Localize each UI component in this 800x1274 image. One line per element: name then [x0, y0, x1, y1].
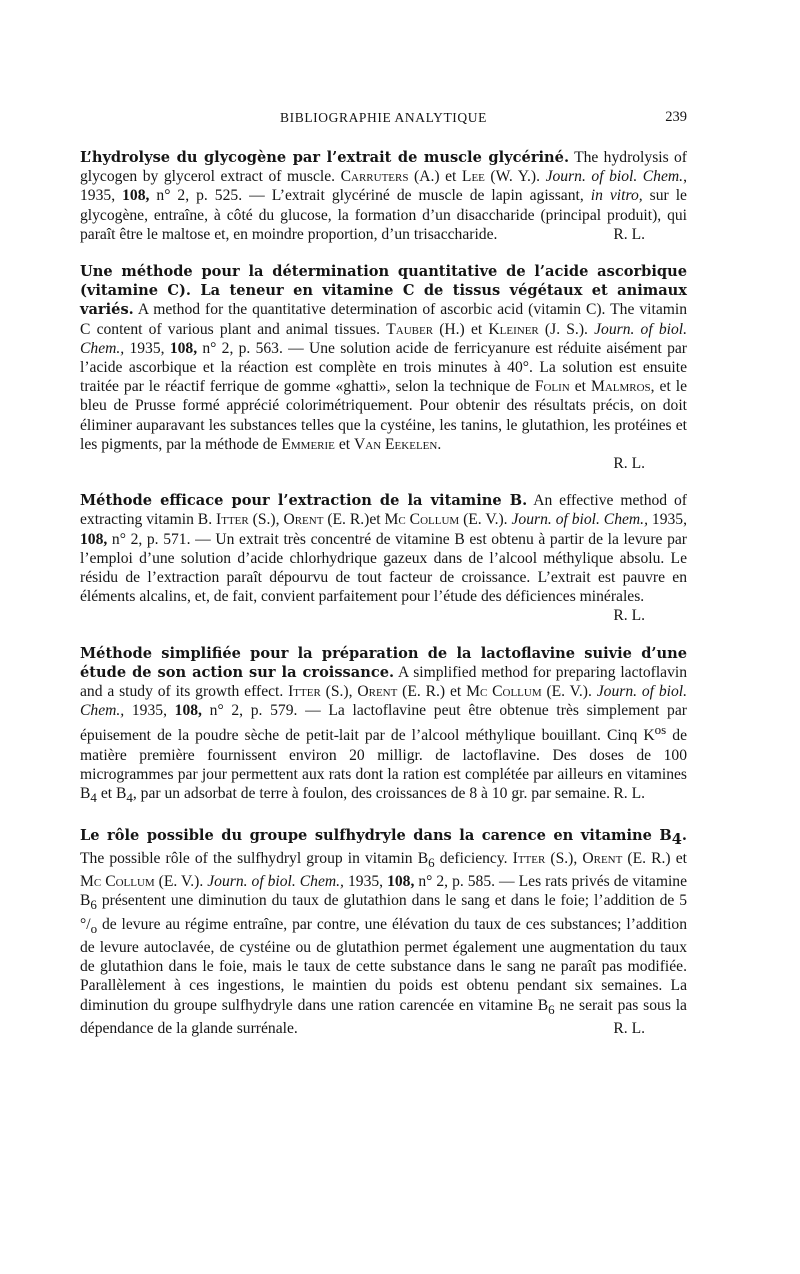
author: Orent (E. R.): [283, 511, 370, 529]
author: Orent (E. R.): [582, 849, 671, 867]
conjunction: et: [445, 168, 457, 186]
page: [80, 108, 687, 1056]
issue-page: n° 2, p. 571.: [111, 530, 191, 548]
issue-page: n° 2, p. 585.: [418, 873, 496, 891]
year: 1935,: [80, 187, 116, 205]
entry-title: Méthode simplifiée pour la préparation de la lactoflavine suivie d’une étude de son action sur la croissance.: [80, 644, 687, 681]
volume: 108,: [80, 530, 108, 548]
bibliography-entry: [80, 644, 687, 808]
journal-name: Journ. of biol. Chem.,: [511, 511, 648, 529]
running-header: [80, 108, 687, 132]
entry-title: Une méthode pour la détermination quantitative de l’acide ascorbique (vitamine C). La teneur en vitamine C de tissus végétaux et animaux variés.: [80, 263, 687, 319]
author: Kleiner (J. S.).: [488, 320, 588, 338]
abstract-text: de levure au régime entraîne, par contre, une élévation du taux de ces substances; l’addition de levure autoclavée, de cystéine ou de glutathion permet également une augmentation du taux de glutathion dans le foie, mais le taux de cette substance dans le sang ne paraît pas modifiée. Parallèlement à ces ingestions, le maintien du poids est obtenu pendant six semaines. La diminution du groupe sulfhydryle dans une ration carencée en vitamine B: [80, 915, 687, 1014]
author: Mc Collum (E. V.).: [466, 683, 592, 701]
english-title: A method for the quantitative determination of ascorbic acid (vitamin C). The vitamin C content of various plant and animal tissues.: [80, 301, 688, 338]
volume: 108,: [169, 339, 198, 357]
subscript: 4: [90, 790, 97, 806]
bibliography-entry: [80, 491, 687, 625]
conjunction: et: [449, 683, 462, 701]
year: 1935,: [131, 702, 167, 720]
conjunction: et: [369, 511, 381, 529]
year: 1935,: [129, 339, 165, 357]
abstract-text: présentent une diminution du taux de glutathion dans le sang et dans le foie; l’addition de 5 °/: [80, 892, 688, 933]
subscript: 6: [428, 855, 435, 871]
bibliography-entry: [80, 826, 687, 1039]
abstract-text: et le bleu de Prusse formé apprécié colorimétriquement. Pour obtenir des résultats précis, on doit éliminer auparavant les substances telles que la cystéine, les tanins, le glutathion, les protéines et les pigments, par la méthode de: [80, 378, 688, 453]
english-title: deficiency.: [439, 849, 508, 867]
latin-term: in vitro,: [590, 187, 643, 205]
reviewer-signature: R. L.: [613, 607, 645, 625]
entry-title: Le rôle possible du groupe sulfhydryle dans la carence en vitamine B: [80, 826, 672, 844]
abstract-text: — Une solution acide de ferricyanure est réduite aisément par l’acide ascorbique et la réaction est complète en trois minutes à 40°. La solution est ensuite traitée par le réactif ferrique de gomme «ghatti», selon la technique de: [80, 339, 687, 396]
year: 1935,: [347, 873, 384, 891]
author: Itter (S.),: [288, 683, 353, 701]
subscript: o: [90, 920, 98, 936]
author: Tauber (H.): [386, 320, 465, 338]
abstract-text: ne serait pas sous la dépendance de la glande surrénale.: [80, 996, 687, 1037]
reviewer-signature: R. L.: [613, 225, 645, 243]
english-title: The hydrolysis of glycogen by glycerol extract of muscle.: [80, 149, 687, 186]
issue-page: n° 2, p. 579.: [209, 702, 298, 720]
author: Malmros,: [590, 378, 655, 396]
author: Lee (W. Y.).: [461, 168, 541, 186]
reviewer-signature: R. L.: [613, 1019, 645, 1037]
bibliography-entry: [80, 262, 687, 473]
author: Mc Collum (E. V.).: [80, 873, 204, 891]
journal-name: Journ. of biol. Chem.,: [207, 873, 344, 891]
issue-page: n° 2, p. 525.: [156, 187, 243, 205]
author: Mc Collum (E. V.).: [384, 511, 508, 529]
english-title: An effective method of extracting vitamin B.: [80, 492, 687, 529]
english-title: The possible rôle of the sulfhydryl group in vitamin B: [80, 849, 429, 867]
journal-name: Journ. of biol. Chem.: [545, 168, 684, 186]
conjunction: et: [470, 320, 483, 338]
running-head-title: BIBLIOGRAPHIE ANALYTIQUE: [280, 110, 487, 125]
author: Van Eekelen.: [353, 435, 442, 453]
bibliography-entry: L’hydrolyse du glycogène par l’extrait de muscle glycériné. The hydrolysis of glycogen by glycerol extract of muscle. Carruters (A.) et Lee (W. Y.). Journ. of biol. Chem., 1935, 108, n° 2, p. 525. — L’extrait glycériné de muscle de lapin agissant, in vitro, sur le glycogène, entraîne, à côté du glucose, la formation d’un disaccharide (principal produit), qui paraît être le maltose et, en moindre proportion, d’un trisaccharide. R. L.: [80, 149, 687, 243]
reviewer-signature: R. L.: [613, 455, 645, 473]
abstract-text: — La lactoflavine peut être obtenue très simplement par épuisement de la poudre sèche de petit-lait par de l’alcool méthylique bouillant. Cinq K: [80, 702, 687, 745]
abstract-text: de matière première fournissent environ 20 milligr. de lactoflavine. Des doses de 100 microgrammes par jour permettent aux rats dont la ration est complétée par ailleurs en vitamines B: [80, 727, 688, 803]
subscript: 4: [126, 790, 133, 806]
superscript: os: [654, 722, 667, 738]
author: Orent (E. R.): [357, 683, 446, 701]
abstract-text: — Un extrait très concentré de vitamine B est obtenu à partir de la levure par l’emploi d’une solution d’acide chlorhydrique gazeux dans de l’alcool méthylique absolu. Le résidu de l’extraction paraît dépourvu de tout facteur de croissance. L’extrait est pauvre en éléments alcalins, et, de fait, convient parfaitement pour l’étude des déficiences minérales.: [80, 530, 687, 606]
page-number: 239: [665, 109, 687, 125]
author: Itter (S.),: [512, 849, 578, 867]
abstract-text: sur le glycogène, entraîne, à côté du glucose, la formation d’un disaccharide (principal produit), qui paraît être le maltose et, en moindre proportion, d’un trisaccharide.: [80, 187, 687, 243]
volume: 108,: [122, 187, 150, 205]
author: Emmerie: [281, 435, 335, 453]
subscript: 6: [90, 897, 97, 913]
abstract-text: , par un adsorbat de terre à foulon, des croissances de 8 à 10 gr. par semaine.: [132, 785, 611, 803]
journal-name: Journ. of biol. Chem.,: [80, 320, 688, 357]
abstract-text: — Les rats privés de vitamine B: [80, 873, 688, 910]
conjunction: et: [574, 378, 586, 396]
conjunction: et: [338, 435, 351, 453]
author: Folin: [534, 378, 570, 396]
title-end: .: [681, 826, 687, 844]
conjunction: et: [675, 849, 687, 867]
title-subscript: 4: [671, 830, 682, 848]
entry-title: L’hydrolyse du glycogène par l’extrait de muscle glycériné.: [80, 149, 570, 166]
author: Carruters (A.): [340, 168, 440, 186]
author: Itter (S.),: [216, 511, 280, 529]
issue-page: n° 2, p. 563.: [202, 339, 283, 357]
year: 1935,: [651, 511, 687, 529]
entry-title: Méthode efficace pour l’extraction de la vitamine B.: [80, 492, 528, 510]
volume: 108,: [174, 702, 202, 720]
english-title: A simplified method for preparing lactoflavin and a study of its growth effect.: [80, 663, 687, 701]
reviewer-signature: R. L.: [613, 785, 645, 803]
volume: 108,: [387, 873, 415, 891]
abstract-text: et B: [100, 785, 127, 803]
subscript: 6: [548, 1001, 555, 1017]
journal-name: Journ. of biol. Chem.,: [80, 683, 687, 720]
abstract-text: — L’extrait glycériné de muscle de lapin agissant,: [249, 187, 584, 205]
